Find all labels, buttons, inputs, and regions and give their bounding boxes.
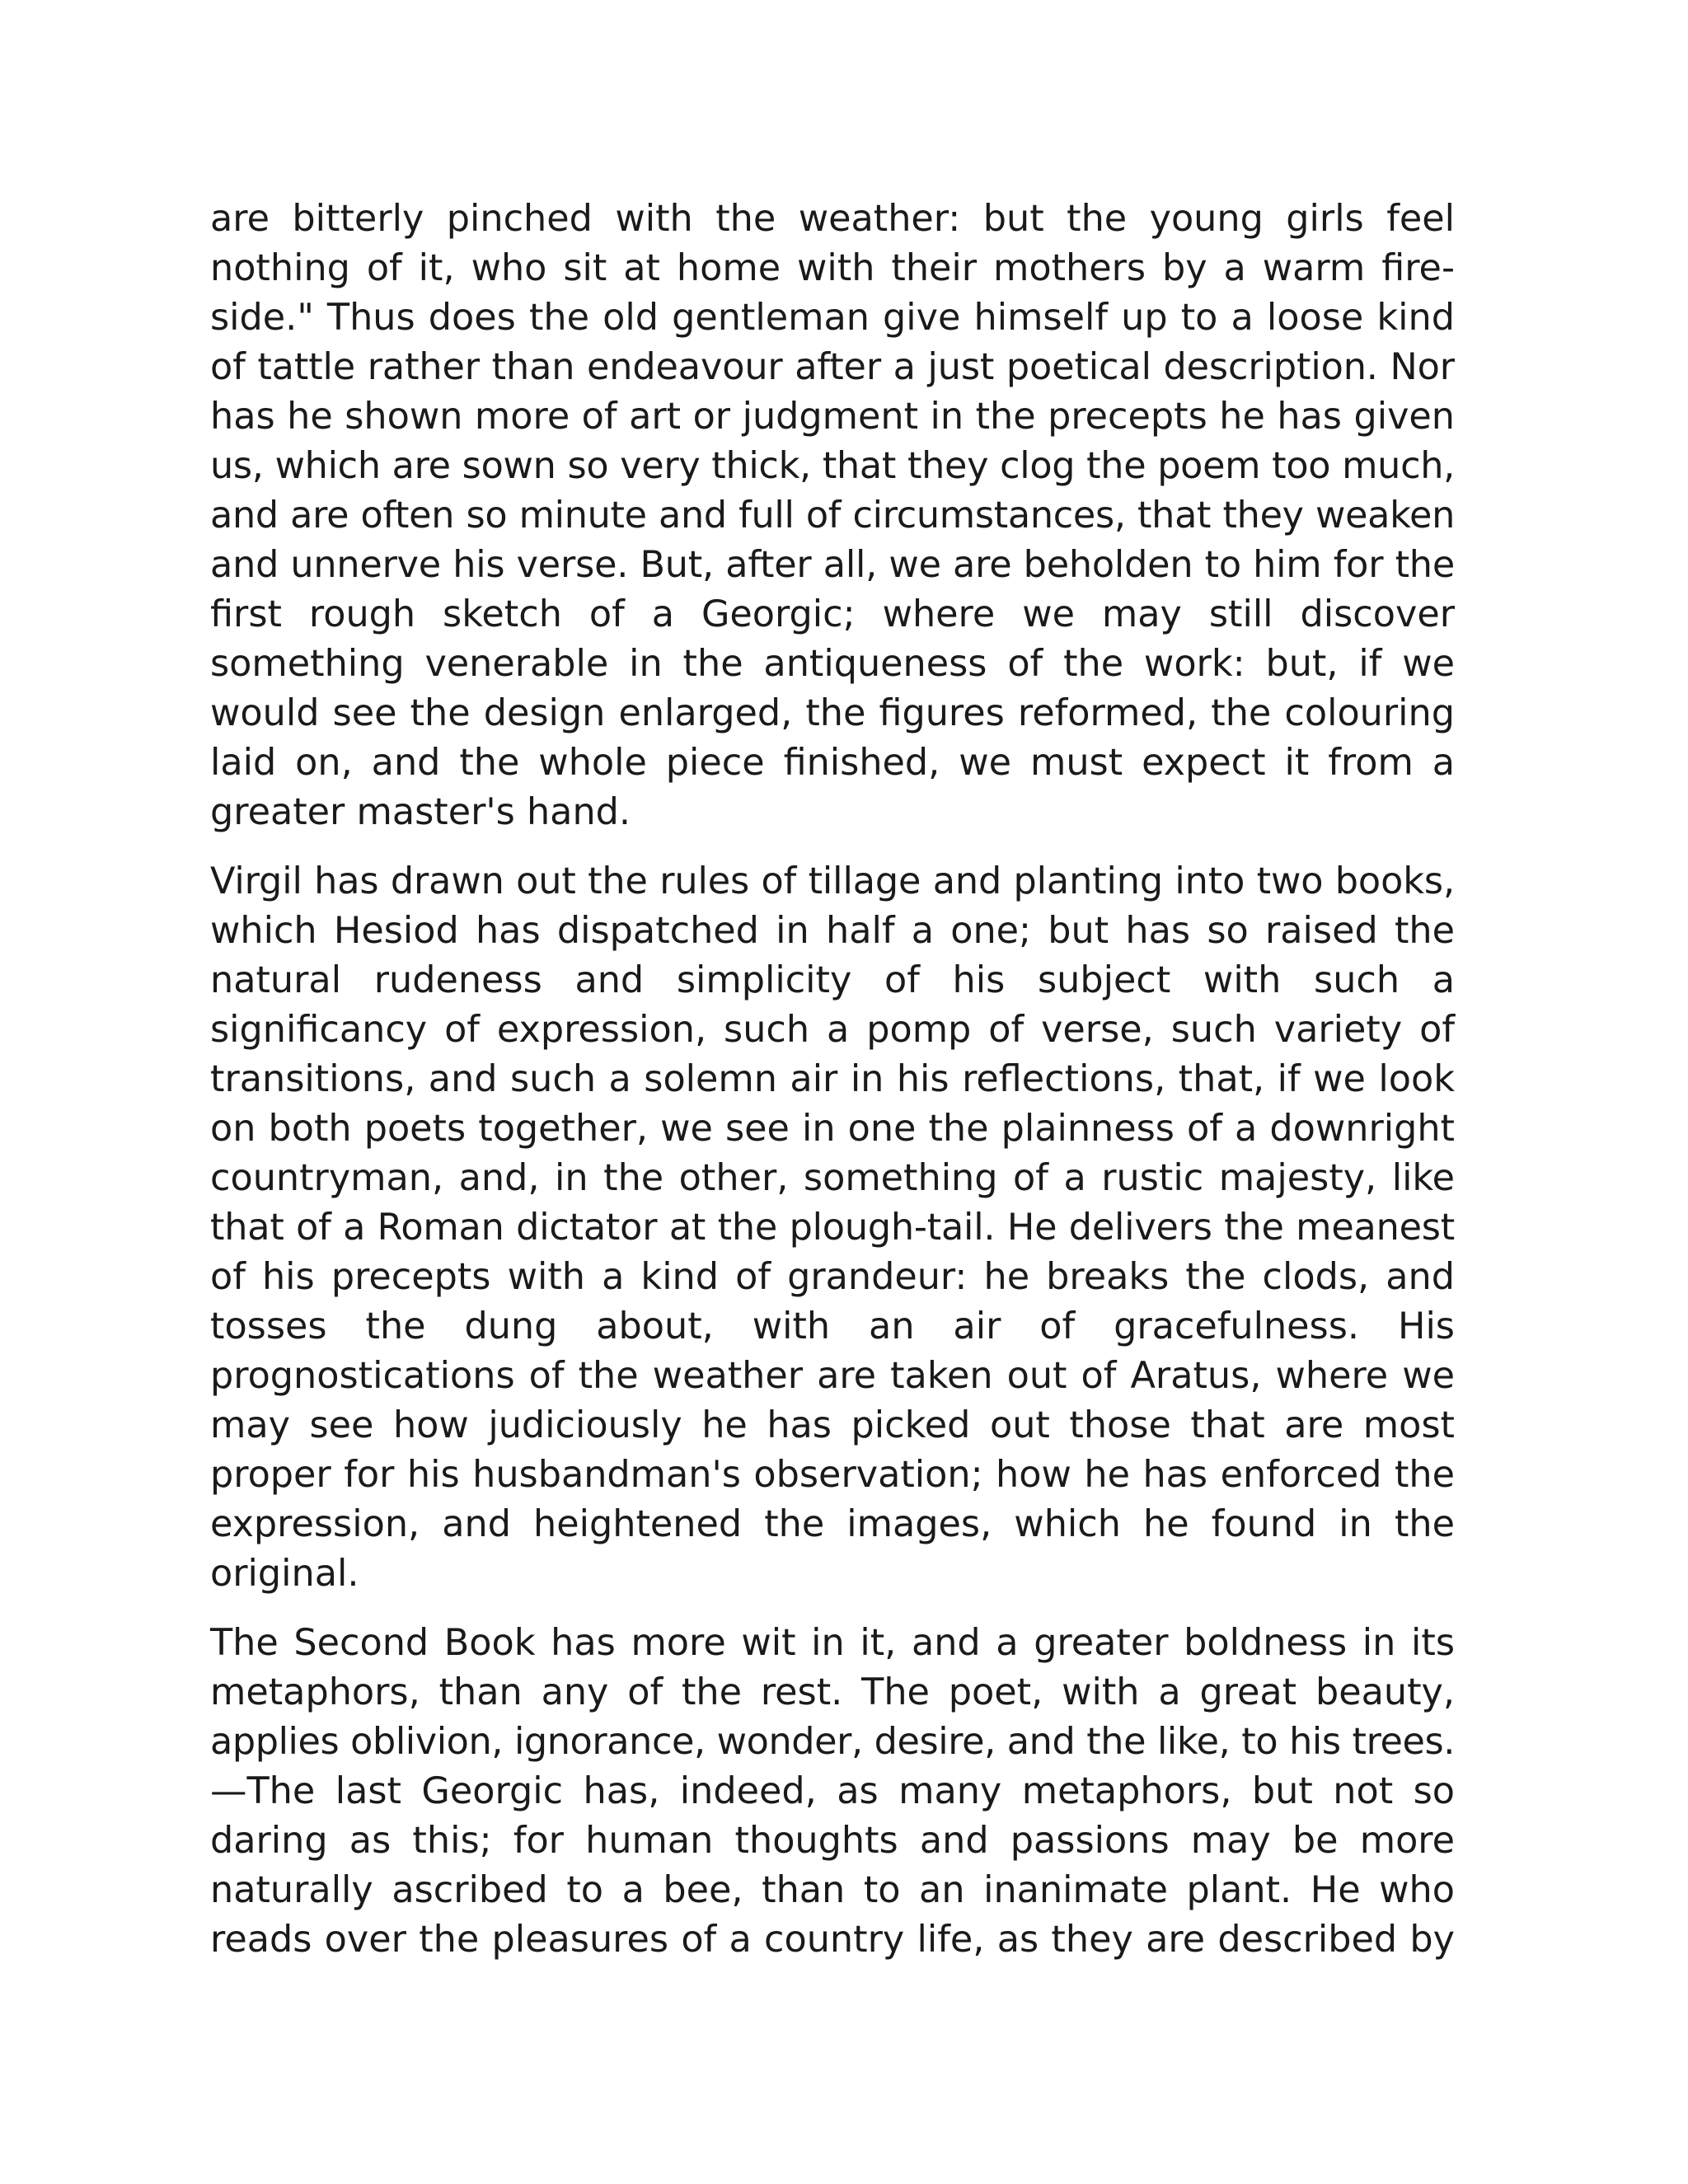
text-line: side." Thus does the old gentleman give himself up to a loose kind [210, 297, 1455, 339]
text-line: —The last Georgic has, indeed, as many metaphors, but not so [210, 1770, 1455, 1812]
text-line: laid on, and the whole piece finished, we must expect it from a [210, 742, 1455, 784]
text-line: natural rudeness and simplicity of his subject with such a [210, 959, 1455, 1001]
text-line: applies oblivion, ignorance, wonder, desire, and the like, to his trees. [210, 1721, 1455, 1763]
text-line: that of a Roman dictator at the plough-tail. He delivers the meanest [210, 1207, 1455, 1249]
text-line: daring as this; for human thoughts and passions may be more [210, 1820, 1455, 1862]
text-line: first rough sketch of a Georgic; where we may still discover [210, 593, 1455, 635]
text-line: us, which are sown so very thick, that they clog the poem too much, [210, 445, 1455, 487]
text-line: and are often so minute and full of circumstances, that they weaken [210, 494, 1455, 537]
text-line: proper for his husbandman's observation; how he has enforced the [210, 1454, 1455, 1496]
page-body [210, 194, 1455, 1985]
text-line: and unnerve his verse. But, after all, we are beholden to him for the [210, 544, 1455, 586]
text-line: something venerable in the antiqueness of the work: but, if we [210, 643, 1455, 685]
text-line: metaphors, than any of the rest. The poet, with a great beauty, [210, 1671, 1455, 1713]
paragraph-2 [210, 857, 1455, 1599]
text-line: which Hesiod has dispatched in half a one; but has so raised the [210, 910, 1455, 952]
text-line: countryman, and, in the other, something of a rustic majesty, like [210, 1157, 1455, 1199]
text-line: The Second Book has more wit in it, and a greater boldness in its [210, 1622, 1455, 1664]
paragraph-1 [210, 194, 1455, 837]
text-line: transitions, and such a solemn air in his reflections, that, if we look [210, 1058, 1455, 1100]
text-line: significancy of expression, such a pomp of verse, such variety of [210, 1009, 1455, 1051]
text-line: tosses the dung about, with an air of gracefulness. His [210, 1305, 1455, 1347]
text-line: prognostications of the weather are taken out of Aratus, where we [210, 1355, 1455, 1397]
text-line: of his precepts with a kind of grandeur: he breaks the clods, and [210, 1256, 1455, 1298]
text-line: of tattle rather than endeavour after a just poetical description. Nor [210, 346, 1455, 388]
text-line: original. [210, 1553, 359, 1595]
text-line: on both poets together, we see in one the plainness of a downright [210, 1108, 1455, 1150]
paragraph-3 [210, 1619, 1455, 1965]
text-line: are bitterly pinched with the weather: but the young girls feel [210, 198, 1455, 240]
text-line: may see how judiciously he has picked out those that are most [210, 1404, 1455, 1446]
text-line: naturally ascribed to a bee, than to an inanimate plant. He who [210, 1869, 1455, 1911]
text-line: expression, and heightened the images, which he found in the [210, 1503, 1455, 1545]
text-line: Virgil has drawn out the rules of tillage and planting into two books, [210, 860, 1455, 902]
text-line: greater master's hand. [210, 791, 631, 833]
text-line: would see the design enlarged, the figures reformed, the colouring [210, 692, 1455, 734]
text-line: nothing of it, who sit at home with their mothers by a warm fire- [210, 247, 1455, 289]
text-line: reads over the pleasures of a country life, as they are described by [210, 1919, 1455, 1961]
text-line: has he shown more of art or judgment in the precepts he has given [210, 396, 1455, 438]
